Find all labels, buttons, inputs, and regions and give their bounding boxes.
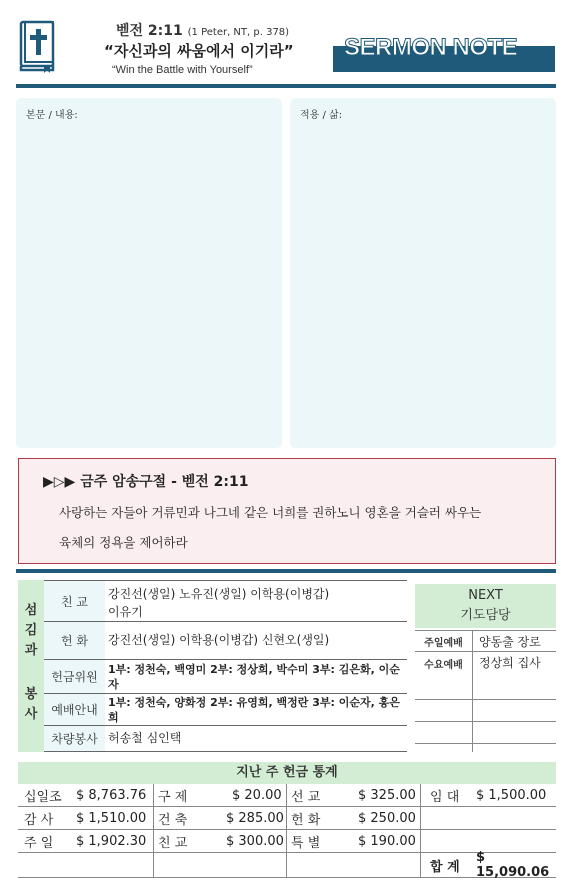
service-row-flowers bbox=[44, 622, 407, 660]
sermon-note-badge: SERMON NOTE bbox=[344, 34, 518, 61]
finance-label: 친 교 bbox=[158, 835, 188, 851]
finance-label: 선 교 bbox=[291, 789, 321, 805]
service-value: 1부: 정천숙, 백영미 2부: 정상희, 박수미 3부: 김은화, 이순자 bbox=[108, 662, 400, 691]
memory-verse-box bbox=[18, 458, 556, 564]
finance-value: $ 250.00 bbox=[358, 810, 416, 826]
next-prayer-header bbox=[415, 584, 556, 628]
header-divider bbox=[16, 84, 556, 88]
notes-content-box[interactable] bbox=[16, 98, 282, 448]
finance-value: $ 325.00 bbox=[358, 787, 416, 803]
service-value: 이유기 bbox=[108, 605, 143, 619]
next-row-empty bbox=[415, 722, 556, 744]
finance-label: 주 일 bbox=[24, 835, 54, 851]
service-value: 허송철 심인택 bbox=[108, 731, 182, 745]
finance-value: $ 1,510.00 bbox=[76, 810, 147, 826]
finance-value: $ 1,902.30 bbox=[76, 833, 147, 849]
finance-label: 건 축 bbox=[158, 812, 188, 828]
reference-note: (1 Peter, NT, p. 378) bbox=[187, 27, 290, 38]
side-char: 섬 bbox=[24, 603, 38, 618]
next-label bbox=[415, 700, 473, 721]
section-divider bbox=[16, 569, 556, 573]
finance-row bbox=[18, 807, 556, 830]
finance-value: $ 190.00 bbox=[358, 833, 416, 849]
sermon-subtitle: “Win the Battle with Yourself” bbox=[112, 64, 253, 76]
finance-total-value: $ 15,090.06 bbox=[476, 850, 550, 880]
service-row-offering bbox=[44, 660, 407, 694]
service-label: 헌 화 bbox=[44, 622, 105, 659]
service-label: 차량봉사 bbox=[44, 726, 105, 751]
next-row-wednesday bbox=[415, 652, 556, 700]
service-label: 예배안내 bbox=[44, 694, 105, 725]
finance-value: $ 285.00 bbox=[226, 810, 284, 826]
finance-total-label: 합 계 bbox=[430, 859, 460, 875]
next-row-empty bbox=[415, 700, 556, 722]
next-value: 정상희 집사 bbox=[479, 656, 541, 670]
finance-value: $ 8,763.76 bbox=[76, 787, 147, 803]
service-label: 친 교 bbox=[44, 581, 105, 621]
finance-label: 특 별 bbox=[291, 835, 321, 851]
side-char: 사 bbox=[24, 707, 38, 722]
notes-application-box[interactable] bbox=[290, 98, 556, 448]
notes-content-label: 본문 / 내용: bbox=[26, 110, 78, 121]
finance-label: 감 사 bbox=[24, 812, 54, 828]
next-label: 수요예배 bbox=[415, 652, 473, 699]
finance-label: 구 제 bbox=[158, 789, 188, 805]
finance-total-row bbox=[18, 850, 556, 880]
finance-label: 임 대 bbox=[430, 789, 460, 805]
memory-verse-line2: 육체의 정욕을 제어하라 bbox=[59, 535, 188, 550]
finance-title: 지난 주 헌금 통계 bbox=[18, 762, 556, 784]
sermon-title: “자신과의 싸움에서 이기라” bbox=[104, 42, 294, 60]
next-label bbox=[415, 744, 473, 752]
service-row-vehicle bbox=[44, 726, 407, 752]
sermon-reference: 벧전 2:11 (1 Peter, NT, p. 378) bbox=[116, 23, 290, 39]
next-row-empty bbox=[415, 744, 556, 752]
finance-value: $ 300.00 bbox=[226, 833, 284, 849]
next-value: 양동출 장로 bbox=[479, 634, 541, 649]
next-title: NEXT bbox=[468, 588, 503, 603]
service-label: 헌금위원 bbox=[44, 660, 105, 693]
finance-value: $ 1,500.00 bbox=[476, 787, 547, 803]
finance-label: 십일조 bbox=[24, 789, 62, 805]
next-label bbox=[415, 722, 473, 743]
next-label: 주일예배 bbox=[415, 631, 473, 651]
service-side-label bbox=[18, 580, 44, 752]
service-row-fellowship bbox=[44, 580, 407, 622]
side-char: 과 bbox=[24, 643, 38, 658]
arrow-icon: ▶▷▶ bbox=[43, 474, 76, 490]
service-row-ushers bbox=[44, 694, 407, 726]
service-value: 강진선(생일) 노유진(생일) 이학용(이병갑) bbox=[108, 587, 330, 601]
side-char: 봉 bbox=[24, 687, 38, 702]
next-row-sunday bbox=[415, 630, 556, 652]
next-subtitle: 기도담당 bbox=[460, 608, 511, 623]
finance-value: $ 20.00 bbox=[232, 787, 282, 803]
finance-label: 헌 화 bbox=[291, 812, 321, 828]
service-value: 1부: 정천숙, 양화정 2부: 유영희, 백정란 3부: 이순자, 홍은희 bbox=[108, 695, 400, 724]
memory-verse-line1: 사랑하는 자들아 거류민과 나그네 같은 너희를 권하노니 영혼을 거슬러 싸우는 bbox=[59, 505, 482, 520]
notes-application-label: 적용 / 삶: bbox=[300, 110, 343, 121]
service-value: 강진선(생일) 이학용(이병갑) 신현오(생일) bbox=[108, 633, 330, 647]
finance-row bbox=[18, 784, 556, 807]
memory-verse-heading: ▶▷▶ 금주 암송구절 - 벧전 2:11 bbox=[43, 474, 249, 490]
side-char: 김 bbox=[24, 623, 38, 638]
